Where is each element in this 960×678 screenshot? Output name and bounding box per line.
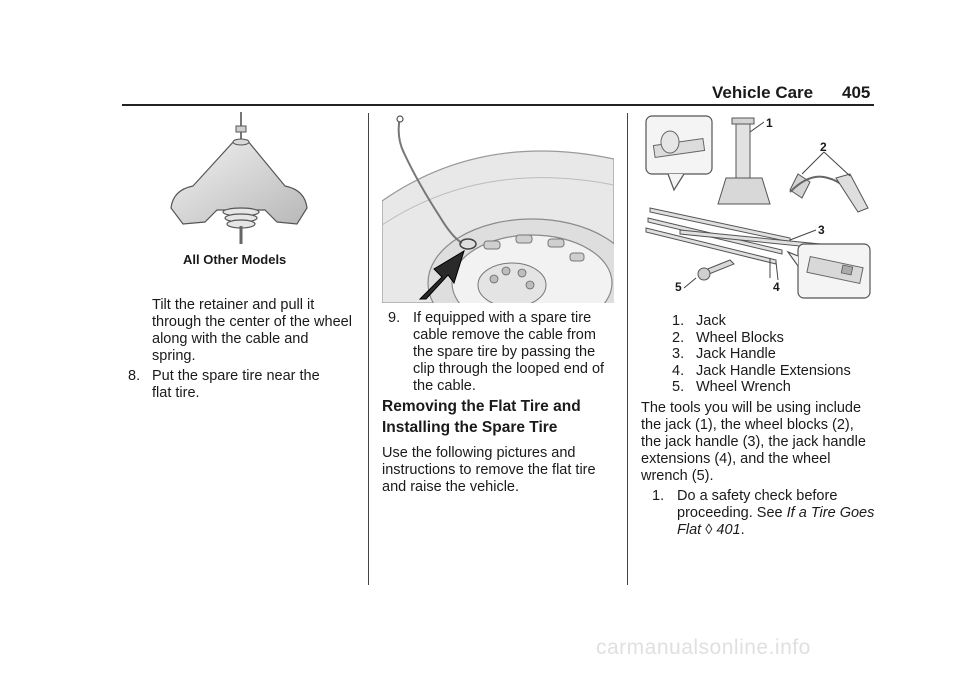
list-number: 2. <box>672 330 685 346</box>
heading-line: Installing the Spare Tire <box>382 419 558 436</box>
list-number: 5. <box>672 379 685 395</box>
figure-caption: All Other Models <box>183 252 287 267</box>
cross-reference-link[interactable]: If a Tire Goes <box>786 505 875 521</box>
text-line <box>677 522 874 539</box>
text-line: flat tire. <box>152 385 200 401</box>
list-item <box>672 346 776 363</box>
text-segment: proceeding. See <box>677 505 787 521</box>
text-line: extensions (4), and the wheel <box>641 451 831 467</box>
text-segment: . <box>740 522 745 538</box>
heading-line: Removing the Flat Tire and <box>382 398 581 415</box>
paragraph-tilt-retainer <box>152 297 352 365</box>
text-line: along with the cable and <box>152 331 309 347</box>
list-label: Jack <box>696 313 726 329</box>
page-number: 405 <box>842 83 871 102</box>
callout-2: 2 <box>820 140 827 154</box>
list-label: Jack Handle <box>696 346 776 362</box>
list-label: Wheel Wrench <box>696 379 791 395</box>
text-line: Use the following pictures and <box>382 445 576 461</box>
text-line: the jack (1), the wheel blocks (2), <box>641 417 854 433</box>
text-line <box>677 505 874 522</box>
callout-3: 3 <box>818 223 825 237</box>
page-ref-icon: ◊ <box>705 522 713 538</box>
text-line: the cable. <box>413 378 476 394</box>
list-number: 3. <box>672 346 685 362</box>
paragraph-tools <box>641 400 866 485</box>
column-divider <box>627 113 628 585</box>
text-line: If equipped with a spare tire <box>413 310 592 326</box>
watermark: carmanualsonline.info <box>596 636 811 659</box>
text-line: the spare tire by passing the <box>413 344 596 360</box>
text-line: the jack handle (3), the jack handle <box>641 434 866 450</box>
step-8-text <box>152 368 320 402</box>
list-label: Jack Handle Extensions <box>696 363 851 379</box>
list-item <box>672 313 726 330</box>
callout-5: 5 <box>675 280 682 294</box>
callout-4: 4 <box>773 280 780 294</box>
paragraph-instructions <box>382 445 596 496</box>
section-title: Vehicle Care <box>712 83 814 102</box>
list-number: 1. <box>672 313 685 329</box>
text-line: through the center of the wheel <box>152 314 352 330</box>
text-line: Do a safety check before <box>677 488 838 504</box>
step-8-number: 8. <box>128 368 141 384</box>
text-line: cable remove the cable from <box>413 327 596 343</box>
list-item <box>672 330 784 347</box>
text-line: clip through the looped end of <box>413 361 605 377</box>
text-line: wrench (5). <box>641 468 714 484</box>
cross-reference-link[interactable]: Flat <box>677 522 702 538</box>
retainer-illustration <box>165 112 313 246</box>
list-number: 4. <box>672 363 685 379</box>
text-line: and raise the vehicle. <box>382 479 520 495</box>
text-line: spring. <box>152 348 196 364</box>
step-9-number: 9. <box>388 310 401 326</box>
jack-tools-illustration <box>640 112 876 302</box>
step-1-number: 1. <box>652 488 665 504</box>
header-rule <box>122 104 874 106</box>
text-line: instructions to remove the flat tire <box>382 462 596 478</box>
callout-1: 1 <box>766 116 773 130</box>
section-heading <box>382 396 581 438</box>
step-1-text <box>677 488 874 539</box>
text-line: Put the spare tire near the <box>152 368 320 384</box>
list-item <box>672 379 791 396</box>
text-line: Tilt the retainer and pull it <box>152 297 315 313</box>
step-9-text <box>413 310 604 395</box>
column-divider <box>368 113 369 585</box>
text-line: The tools you will be using include <box>641 400 862 416</box>
list-label: Wheel Blocks <box>696 330 784 346</box>
list-item <box>672 363 851 380</box>
page-reference[interactable]: 401 <box>716 522 741 538</box>
spare-tire-cable-illustration <box>382 113 614 303</box>
